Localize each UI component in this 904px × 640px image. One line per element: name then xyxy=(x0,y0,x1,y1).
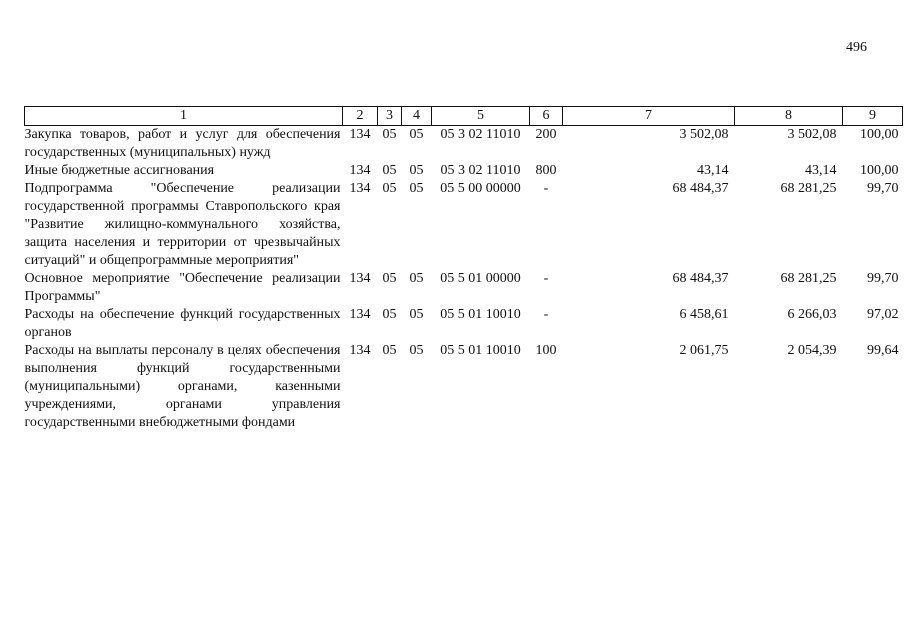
expense-type-cell: - xyxy=(543,307,549,322)
row-name-cell: Расходы на выплаты персоналу в целях обеспечения выполнения функций государственными (муниципальными) органами, казенными учреждениями, органами управления государственными внебюджетными фондами xyxy=(24,343,341,430)
section-code-cell: 05 xyxy=(382,271,397,286)
planned-amount-cell: 68 484,37 xyxy=(672,181,729,196)
column-header-2: 2 xyxy=(343,107,378,126)
subsection-code-cell: 05 xyxy=(409,343,424,358)
column-header-1: 1 xyxy=(25,107,343,126)
executed-amount-cell: 3 502,08 xyxy=(787,127,837,142)
ministry-code-cell: 134 xyxy=(349,127,371,142)
column-header-4: 4 xyxy=(402,107,432,126)
ministry-code-cell: 134 xyxy=(349,163,371,178)
execution-percent-cell: 100,00 xyxy=(860,163,899,178)
ministry-code-cell: 134 xyxy=(349,181,371,196)
execution-percent-cell: 99,70 xyxy=(867,181,899,196)
column-header-6: 6 xyxy=(530,107,563,126)
planned-amount-cell: 43,14 xyxy=(697,163,729,178)
column-header-5: 5 xyxy=(432,107,530,126)
section-code-cell: 05 xyxy=(382,307,397,322)
planned-amount-cell: 68 484,37 xyxy=(672,271,729,286)
section-code-cell: 05 xyxy=(382,343,397,358)
column-header-3: 3 xyxy=(378,107,402,126)
table-row xyxy=(25,162,903,180)
row-name-cell: Подпрограмма "Обеспечение реализации государственной программы Ставропольского края "Развитие жилищно-коммунального хозяйства, защита населения и территории от чрезвычайных ситуаций" и общепрограммные мероприятия" xyxy=(24,181,341,268)
row-name-cell: Закупка товаров, работ и услуг для обеспечения государственных (муниципальных) нужд xyxy=(24,127,341,160)
ministry-code-cell: 134 xyxy=(349,343,371,358)
table-row xyxy=(25,126,903,163)
executed-amount-cell: 2 054,39 xyxy=(787,343,837,358)
expense-type-cell: 100 xyxy=(535,343,557,358)
table-row xyxy=(25,180,903,270)
expense-type-cell: 200 xyxy=(535,127,557,142)
row-name-cell: Расходы на обеспечение функций государственных органов xyxy=(24,307,341,340)
executed-amount-cell: 68 281,25 xyxy=(780,271,837,286)
target-article-cell: 05 5 01 10010 xyxy=(440,307,521,322)
target-article-cell: 05 5 00 00000 xyxy=(440,181,521,196)
table-row xyxy=(25,342,903,432)
execution-percent-cell: 100,00 xyxy=(860,127,899,142)
subsection-code-cell: 05 xyxy=(409,163,424,178)
planned-amount-cell: 3 502,08 xyxy=(679,127,729,142)
table-header xyxy=(25,107,903,126)
table-row xyxy=(25,306,903,342)
executed-amount-cell: 68 281,25 xyxy=(780,181,837,196)
header-row xyxy=(25,107,903,126)
budget-table xyxy=(24,106,903,432)
planned-amount-cell: 6 458,61 xyxy=(679,307,729,322)
column-header-7: 7 xyxy=(563,107,735,126)
page-number: 496 xyxy=(846,40,867,55)
target-article-cell: 05 5 01 00000 xyxy=(440,271,521,286)
execution-percent-cell: 97,02 xyxy=(867,307,899,322)
subsection-code-cell: 05 xyxy=(409,307,424,322)
row-name-cell: Основное мероприятие "Обеспечение реализации Программы" xyxy=(24,271,341,304)
target-article-cell: 05 5 01 10010 xyxy=(440,343,521,358)
target-article-cell: 05 3 02 11010 xyxy=(440,163,521,178)
executed-amount-cell: 6 266,03 xyxy=(787,307,837,322)
execution-percent-cell: 99,64 xyxy=(867,343,899,358)
ministry-code-cell: 134 xyxy=(349,307,371,322)
column-header-9: 9 xyxy=(843,107,903,126)
subsection-code-cell: 05 xyxy=(409,181,424,196)
planned-amount-cell: 2 061,75 xyxy=(679,343,729,358)
target-article-cell: 05 3 02 11010 xyxy=(440,127,521,142)
executed-amount-cell: 43,14 xyxy=(805,163,837,178)
expense-type-cell: - xyxy=(543,271,549,286)
section-code-cell: 05 xyxy=(382,181,397,196)
subsection-code-cell: 05 xyxy=(409,271,424,286)
execution-percent-cell: 99,70 xyxy=(867,271,899,286)
table-row xyxy=(25,270,903,306)
subsection-code-cell: 05 xyxy=(409,127,424,142)
section-code-cell: 05 xyxy=(382,127,397,142)
column-header-8: 8 xyxy=(735,107,843,126)
ministry-code-cell: 134 xyxy=(349,271,371,286)
section-code-cell: 05 xyxy=(382,163,397,178)
table-body xyxy=(25,126,903,433)
expense-type-cell: 800 xyxy=(535,163,557,178)
row-name-cell: Иные бюджетные ассигнования xyxy=(24,163,215,178)
expense-type-cell: - xyxy=(543,181,549,196)
